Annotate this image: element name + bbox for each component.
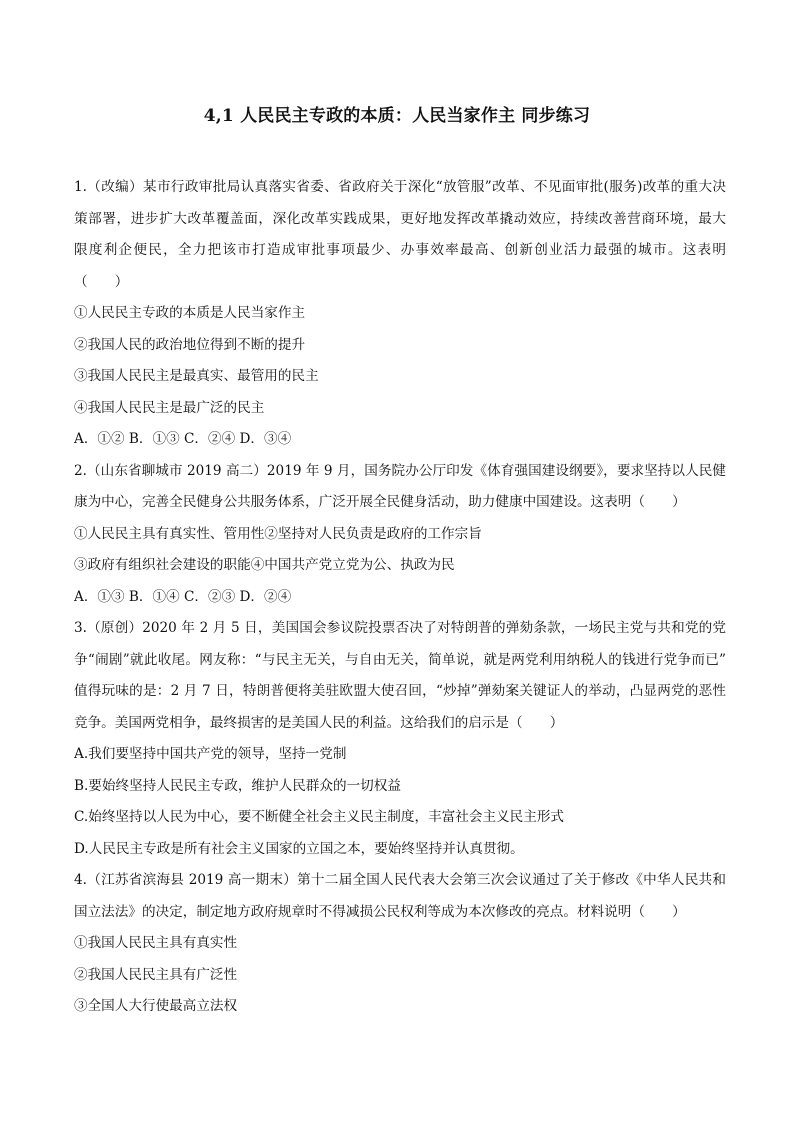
q4-line-1: 4.（江苏省滨海县 2019 高一期末）第十二届全国人民代表大会第三次会议通过了关于修改《中华人民共和 bbox=[74, 872, 726, 888]
q4-option-2: ②我国人民民主具有广泛性 bbox=[74, 966, 238, 983]
q3-choice-c: C.始终坚持以人民为中心，要不断健全社会主义民主制度，丰富社会主义民主形式 bbox=[74, 809, 565, 825]
q2-choices: A．①③ B．①④ C．②③ D．②④ bbox=[74, 588, 292, 605]
q2-line-2: 康为中心，完善全民健身公共服务体系，广泛开展全民健身活动，助力健康中国建设。这表明（ ） bbox=[74, 494, 686, 510]
q1-line-3: 限度利企便民，全力把该市打造成审批事项最少、办事效率最高、创新创业活力最强的城市。这表明 bbox=[74, 242, 726, 258]
q4-option-3: ③全国人大行使最高立法权 bbox=[74, 998, 238, 1014]
page-title: 4,1 人民民主专政的本质：人民当家作主 同步练习 bbox=[203, 106, 591, 126]
q2-options-b: ③政府有组织社会建设的职能④中国共产党立党为公、执政为民 bbox=[74, 557, 455, 573]
q3-line-1: 3.（原创）2020 年 2 月 5 日，美国国会参议院投票否决了对特朗普的弹劾条款，一场民主党与共和党的党 bbox=[74, 620, 726, 636]
q1-choices: A．①② B．①③ C．②④ D．③④ bbox=[74, 431, 292, 447]
q3-choice-a: A.我们要坚持中国共产党的领导，坚持一党制 bbox=[74, 746, 347, 762]
q1-line-2: 策部署，进步扩大改革覆盖面，深化改革实践成果，更好地发挥改革撬动效应，持续改善营商环境，最大 bbox=[74, 210, 726, 227]
q3-line-4: 竞争。美国两党相争，最终损害的是美国人民的利益。这给我们的启示是（ ） bbox=[74, 714, 564, 731]
q1-answer-blank: （ ） bbox=[74, 273, 129, 290]
q2-line-1: 2.（山东省聊城市 2019 高二）2019 年 9 月，国务院办公厅印发《体育强国建设纲要》，要求坚持以人民健 bbox=[74, 462, 726, 479]
q4-line-2: 国立法法》的决定，制定地方政府规章时不得减损公民权利等成为本次修改的亮点。材料说明（ ） bbox=[74, 903, 686, 920]
document-body bbox=[74, 172, 726, 1023]
q1-option-2: ②我国人民的政治地位得到不断的提升 bbox=[74, 336, 306, 353]
q1-option-3: ③我国人民民主是最真实、最管用的民主 bbox=[74, 368, 319, 384]
q2-options-a: ①人民民主具有真实性、管用性②坚持对人民负责是政府的工作宗旨 bbox=[74, 525, 482, 542]
q3-line-3: 值得玩味的是：2 月 7 日，特朗普便将美驻欧盟大使召回，“炒掉”弹劾案关键证人的举动，凸显两党的恶性 bbox=[74, 683, 726, 699]
q1-line-1: 1.（改编）某市行政审批局认真落实省委、省政府关于深化“放管服”改革、不见面审批(服务)改革的重大决 bbox=[74, 179, 726, 195]
q1-option-4: ④我国人民民主是最广泛的民主 bbox=[74, 399, 265, 416]
q3-choice-b: B.要始终坚持人民民主专政，维护人民群众的一切权益 bbox=[74, 777, 401, 794]
q4-option-1: ①我国人民民主具有真实性 bbox=[74, 935, 238, 951]
q3-line-2: 争“闹剧”就此收尾。网友称：“与民主无关，与自由无关，简单说，就是两党利用纳税人的钱进行党争而已” bbox=[74, 651, 726, 668]
q3-choice-d: D.人民民主专政是所有社会主义国家的立国之本，要始终坚持并认真贯彻。 bbox=[74, 840, 524, 857]
q1-option-1: ①人民民主专政的本质是人民当家作主 bbox=[74, 305, 306, 321]
